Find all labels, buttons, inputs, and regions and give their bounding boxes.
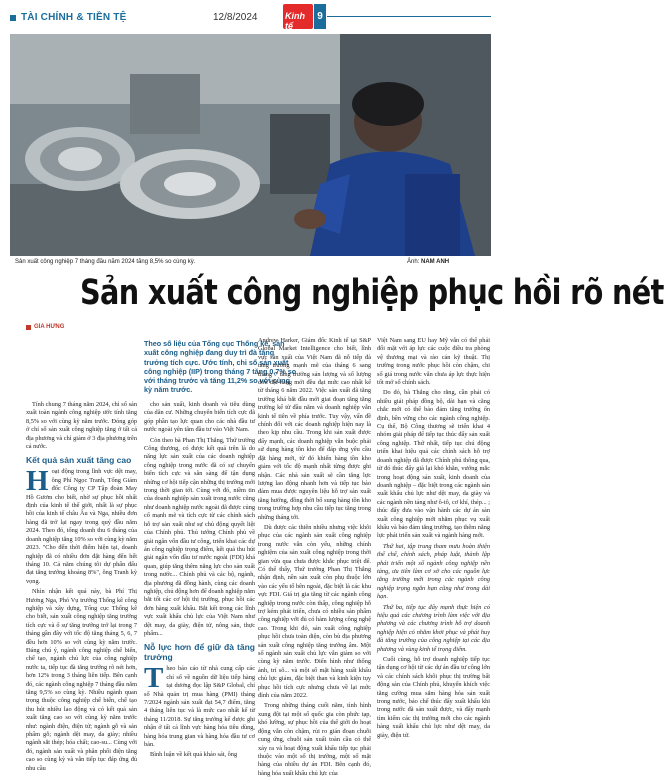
drop-cap: H bbox=[26, 465, 49, 498]
factory-worker-image bbox=[10, 34, 491, 256]
paragraph bbox=[144, 662, 255, 749]
newspaper-logo bbox=[283, 4, 313, 29]
subheading-2: Nỗ lực hơn để giữ đà tăng trưởng bbox=[144, 642, 255, 663]
header-rule bbox=[327, 16, 491, 17]
paragraph: Cuối cùng, hỗ trợ doanh nghiệp tiếp tục tận dụng cơ hội từ các dự án đầu tư công lớn và các chính sách khôi phục thị trường bất động sản của Chính phủ, khuyến khích việc tăng cường mua sắm hàng hóa sản xuất trong nước, bảo chế thúc đẩy xuất khẩu khi trong nước đã sản xuất được, và đẩy mạnh tìm kiếm các thị trường mới cho các ngành hàng xuất khẩu chủ lực như dệt may, da giày, điện tử. bbox=[377, 656, 490, 739]
photo-credit bbox=[407, 259, 449, 265]
intro-paragraph: Tính chung 7 tháng năm 2024, chỉ số sản xuất toàn ngành công nghiệp ước tính tăng 8,5% so với cùng kỳ năm trước. Đóng góp ở chỉ số sản xuất công nghiệp tăng ở tất cả địa phương và chỉ giảm ở 3 địa phương trên cả nước. bbox=[26, 401, 137, 451]
drop-cap: T bbox=[144, 662, 164, 695]
column-1 bbox=[26, 401, 137, 775]
lead-photo bbox=[10, 34, 491, 256]
section-title: TÀI CHÍNH & TIỀN TỆ bbox=[21, 12, 127, 23]
subheading-1: Kết quả sản xuất tăng cao bbox=[26, 455, 132, 466]
paragraph: Nhìn nhận kết quả này, bà Phí Thị Hương Nga, Phó Vụ trưởng Thống kê công nghiệp và xây dựng, Tổng cục Thống kê cho biết, sản xuất công nghiệp tăng trưởng tích cực và ổ sự tăng trưởng trở lại trong 7 tháng gần đây với tốc độ tăng tháng 5, 6, 7 đều hơn 10% so với cùng kỳ năm trước. Đáng chú ý, ngành công nghiệp chế biến, chế tạo, ngành chủ lực của công nghiệp nước ta, tiếp tục đà tăng trưởng rõ nét hơn, hơn 12% trong 3 tháng liên tiếp. Bên cạnh đó, các ngành công nghiệp 7 tháng đầu năm tăng 9,5% so cùng kỳ. Nhiều ngành quan trọng thuộc công nghiệp chế biến, chế tạo thu hút nhiều lao động và có kết quả sản xuất tăng cao so với cùng kỳ năm trước như: ngành điện, điện tử; ngành gỗ và sản phẩm gỗ; ngành dệt may, da giày; nhiều ngành sắt thép; hóa chất; cao-su... Cùng với đó, ngành sản xuất và phân phối điện tăng cao so cùng kỳ và vẫn tiếp tục đáp ứng đủ nhu cầu bbox=[26, 588, 137, 772]
byline bbox=[26, 324, 64, 330]
paragraph: Thứ hai, tập trung tham mưu hoàn thiện thể chế, chính sách, pháp luật, thành lập phát triển một số ngành công nghiệp nền tảng, ưu tiên làm cơ sở cho các nguồn lực tăng trưởng mới trong các ngành công nghiệp trọng ngắn hạn cũng như trong dài hạn. bbox=[377, 542, 490, 601]
paragraph-text: oạt động trong lĩnh vực dệt may, ông Phí Ngọc Tranh, Tổng Giám đốc Công ty CP Tập đoàn May Hồ Gươm cho biết, nhờ sự phục hồi nhất định của kinh tế thế giới, nhất là sự phục hồi của kinh tế châu Âu và Nga, nhiều đơn hàng đã trở lại ngay trong quý đầu năm 2024. Theo đó, tổng doanh thu 6 tháng của doanh nghiệp tăng 10% so với cùng kỳ năm 2023. "Cho đến thời điểm hiện tại, doanh nghiệp đã có nhiều đơn đặt hàng đến hết tháng 10. Cả năm chúng tôi dự phấn đấu đạt tăng trưởng khoảng 8%", ông Tranh kỳ vọng. bbox=[26, 468, 137, 585]
credit-name: NAM ANH bbox=[421, 259, 450, 265]
page-header bbox=[0, 0, 500, 34]
paragraph: Thứ ba, tiếp tục đẩy mạnh thực hiện có hiệu quả các chương trình làm việc với địa phương và các chương trình hỗ trợ doanh nghiệp hiện có nhằm khơi phục và phát huy đà tăng trưởng của công nghiệp tại các địa phương và vùng kinh tế trọng điểm. bbox=[377, 603, 490, 653]
paragraph: Dù được các thiên nhiều nhưng việc khôi phục của các ngành sản xuất công nghiệp trong nước vẫn còn yếu, những chính nghiệm của sản xuất công nghiệp trong thời gian vừa qua chưa được khắc phục triệt để. Có thể thấy, Thứ trưởng Phan Thị Thắng nhận định, nền sản xuất còn phụ thuộc lớn vào các yếu tố bên ngoài, đặc biệt là các khu vực FDI. Giá trị gia tăng từ các ngành công nghiệp trong nước còn thấp, công nghiệp hỗ trợ kém phát triển, chưa có nhiều sản phẩm công nghiệp với đủ có hàm lượng công nghệ cao. Trong khi đó, sản xuất công nghiệp phục hồi chưa toàn diện, còn bù địa phương sản xuất công nghiệp tăng trưởng âm. Một số ngành sản xuất chủ lực vẫn giảm so với cùng kỳ năm trước. Điển hình như thống ảnh, trí sô... và một số mặt hàng xuất khẩu chủ lực giảm, đặc biệt than và kinh kiện tụy phục hồi tích cực nhưng chưa về lại mức đỉnh của năm 2022. bbox=[258, 523, 371, 700]
column-3 bbox=[258, 337, 371, 780]
column-2 bbox=[144, 401, 255, 762]
paragraph: Andrew Harker, Giám đốc Kinh tế tại S&P Global Market Intelligence cho biết, lĩnh vực sản xuất của Việt Nam đã nỗ tiếp đà tăng trưởng mạnh mẽ của tháng 6 sang tháng 7 tăng trưởng sản lượng và số lượng đơn đặt hàng mới đều đạt mức cao nhất kể từ tháng 6 năm 2022. Việc sản xuất đã tăng trưởng khá bắt đầu mới giai đoạn tăng tăng trưởng kể từ đầu năm và doanh nghiệp vẫn kinh tế tiên về phía trước. Tuy vậy, vấn đề chính đối với các doanh nghiệp hiện nay là theo kịp nhu cầu. Trong khi sản xuất được đẩy mạnh, các doanh nghiệp vẫn buộc phải sử dụng hàng tồn kho để đáp ứng yêu cầu đặt hàng mới, từ đó khiến hàng tồn kho giảm với tốc độ mạnh nhất từng được ghi nhận. Các nhà sản xuất sẽ cần tăng lực lượng lao động nhanh hơn và tiếp tục bảo đảm mua được nguyên liệu hỗ trợ sản xuất tăng hướng, đồng thời bổ sung hàng tồn kho trong trường hợp nhu cầu tiếp tục tăng trong những tháng tới. bbox=[258, 337, 371, 521]
paragraph: Do đó, bà Thắng cho rằng, cần phải có nhiều giải pháp đồng bộ, dài hạn và căng chắc mới có thể bảo đảm tăng trưởng ổn định, bền vững cho các ngành công nghiệp. Cụ thể, Bộ Công thương sẽ triển khai 4 nhóm giải pháp để tiếp tục thúc đẩy sản xuất công nghiệp. Thứ nhất, tiếp tục chú động triển khai hiệu quả các chính sách hỗ trợ doanh nghiệp đã được Chính phủ thông qua, từ đó thúc đẩy giả lại khó khăn, vướng mắc trong hoạt động sản xuất, kinh doanh của doanh nghiệp – đặc biệt trong các ngành sản xuất khẩu chủ lực như dệt may, da giày và các ngành nền tảng như ô-tô, cơ khí, thép... ; thúc đẩy đưa vào vận hành các dự án sản xuất công nghiệp mới nhằm phục vụ xuất khẩu và bảo đảm tăng trưởng, tạo thêm năng lực phát triển sản xuất và ngành hàng mới. bbox=[377, 389, 490, 540]
headline: Sản xuất công nghiệp phục hồi rõ nét bbox=[80, 273, 664, 313]
paragraph: Việt Nam sang EU hay Mỹ vẫn có thể phải đối mặt với áp lực các cuộc điều tra phòng vệ thương mại và rào cản kỹ thuật. Thị trường trong nước phục hồi còn chậm, chi số giá trong nước vẫn chưa áp lực thực hiện tốt mở số chính sách. bbox=[377, 337, 490, 387]
article-lead: Theo số liệu của Tổng cục Thống kê, sản xuất công nghiệp đang duy trì đà tăng trưởng tích cực. Ước tính, chỉ số sản xuất công nghiệp (IIP) trong tháng 7 tăng 0,7% so với tháng trước và tăng 11,2% so với cùng kỳ năm trước. bbox=[144, 339, 297, 395]
issue-date: 12/8/2024 bbox=[213, 12, 258, 23]
paragraph: Còn theo bà Phan Thị Thắng, Thứ trưởng Công thương, có được kết quả trên là do năng lực sản xuất của các doanh nghiệp công nghiệp trong nước đã có sự chuyển biến tích cực và sẵn sàng để tận dụng những cơ hội tiếp cận những thị trường mới trong thời gian tới. Cùng với đó, niềm tin của doanh nghiệp sản xuất trong nước cũng như doanh nghiệp nước ngoài đã được củng cố mạnh mẽ và tích cực từ các chính sách hỗ trợ sản xuất như sự chủ động quyết liệt của Chính phủ. Thủ tướng Chính phủ về giải ngân vốn đầu tư công, triển khai các dự án công nghiệp trọng điểm, kết quả thu hút giải ngân vốn đầu tư nước ngoài (FDI) khá quan, giúp tăng thêm năng lực cho sản xuất trong nước... Chính phủ và các bộ, ngành, địa phương đã đồng hành, cùng các doanh nghiệp, chủ động hơn để doanh nghiệp nắm bắt tốt các cơ hội thị trường, phục hồi các đơn hàng xuất khẩu. Bắt kết trong các lĩnh vực xuất khẩu chủ lực của Việt Nam như dệt may, da giày, điện tử, nông sản, thực phẩm... bbox=[144, 436, 255, 637]
paragraph bbox=[26, 465, 137, 586]
paragraph: cho sản xuất, kinh doanh và tiêu dùng của dân cư. Những chuyển biến tích cực đã góp phần tạo lực quan cho các nhà đầu tư nước ngoài yên tâm đầu tư vào Việt Nam. bbox=[144, 401, 255, 434]
paragraph-text: heo báo cáo từ nhà cung cấp các chỉ số về nguồn dữ liệu tiếp hàng tại dương đọc lập S&P Global, chỉ số Nhà quản trị mua hàng (PMI) tháng 7/2024 ngành sản xuất đạt 54,7 điểm, tăng 4 tháng liên tục và là mức cao nhất kể từ tháng 11/2018. Sự tăng trưởng kể được ghi nhận ở tất cả lĩnh vực hàng hóa tiêu dùng, hàng hóa trung gian và hàng hóa đầu tư cơ bản. bbox=[144, 665, 255, 749]
byline-marker bbox=[26, 325, 31, 330]
paragraph: Trong những tháng cuối năm, tình hình xung đột tại một số quốc gia còn phức tạp, khó lường, sự phục hồi của thế giới do hoạt động vẫn còn chậm, rủi ro gián đoạn chuỗi cung ứng, chuỗi sản xuất toàn cầu có thể xảy ra và hoạt động xuất khẩu tiếp tục phải thuộc vào một số thị trường, một số mặt hàng của nhiều dự án FDI. Bên cạnh đó, hàng hóa xuất khẩu chủ lực của bbox=[258, 702, 371, 777]
photo-caption: Sản xuất công nghiệp 7 tháng đầu năm 2024 tăng 8,5% so cùng kỳ. bbox=[15, 259, 196, 265]
paragraph: Bình luận về kết quả khảo sát, ông bbox=[150, 751, 238, 759]
section-label bbox=[10, 12, 126, 23]
author-name: GIA HƯNG bbox=[34, 324, 65, 330]
column-4 bbox=[377, 337, 490, 742]
credit-label: Ảnh: bbox=[407, 259, 420, 265]
page-number: 9 bbox=[314, 4, 326, 29]
section-marker bbox=[10, 15, 16, 21]
logo-text: Kinh tế bbox=[285, 11, 305, 31]
